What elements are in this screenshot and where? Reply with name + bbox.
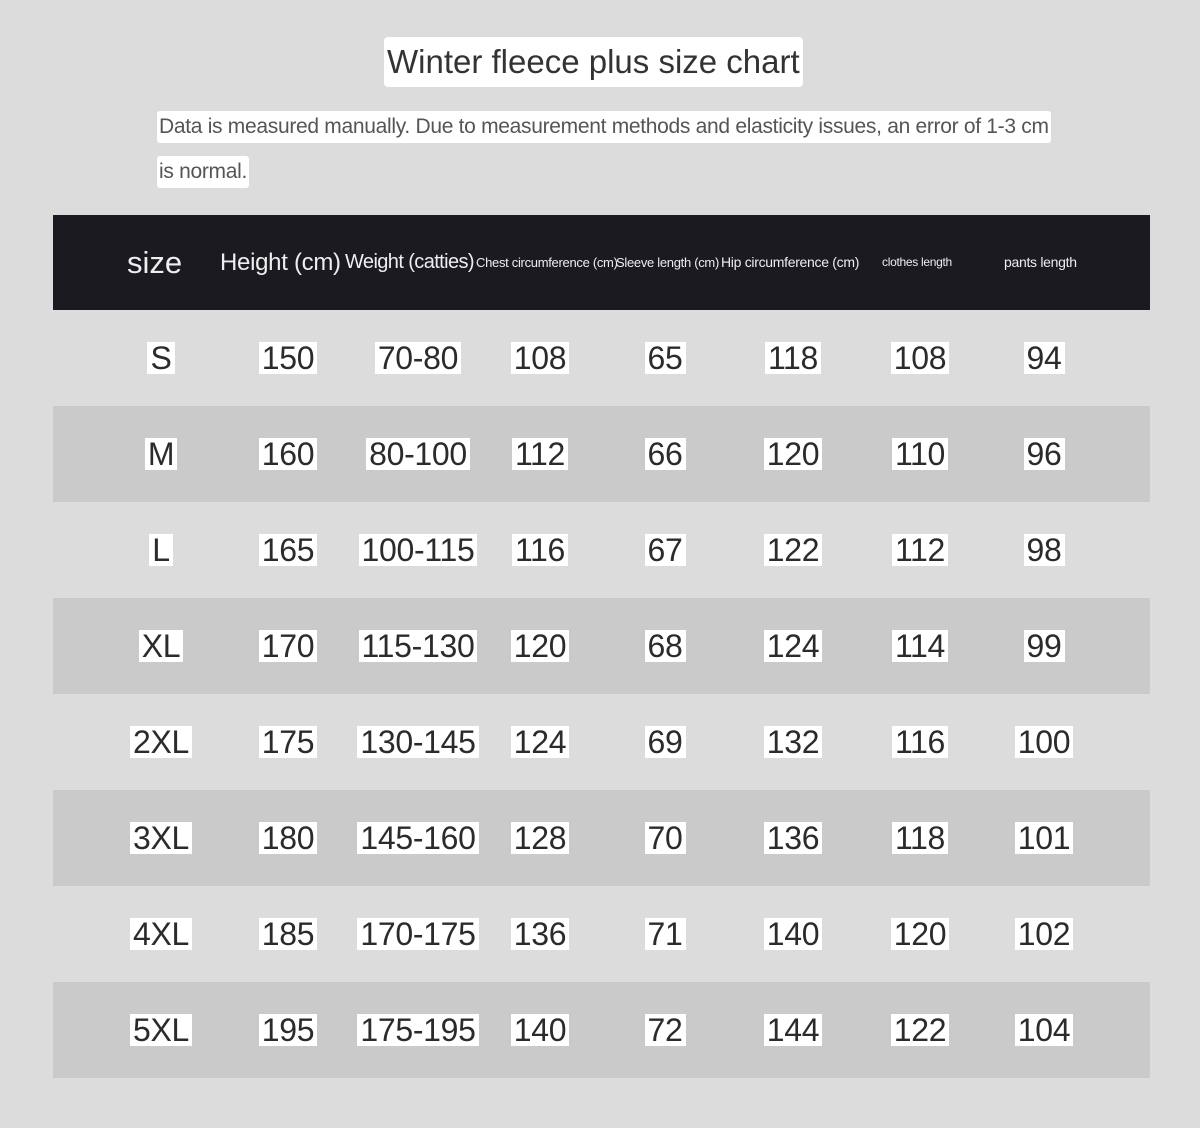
cell-pants-length: 98 <box>979 502 1109 598</box>
cell-clothes-length: 112 <box>855 502 985 598</box>
cell-size: 2XL <box>96 694 226 790</box>
header-chest: Chest circumference (cm) <box>476 255 618 270</box>
cell-pants-length: 101 <box>979 790 1109 886</box>
table-row <box>53 694 1150 790</box>
cell-sleeve: 69 <box>600 694 730 790</box>
cell-height: 170 <box>223 598 353 694</box>
cell-chest: 136 <box>475 886 605 982</box>
cell-sleeve: 68 <box>600 598 730 694</box>
cell-chest: 120 <box>475 598 605 694</box>
cell-hip: 122 <box>728 502 858 598</box>
cell-sleeve: 71 <box>600 886 730 982</box>
cell-weight: 175-195 <box>348 982 488 1078</box>
cell-clothes-length: 120 <box>855 886 985 982</box>
cell-hip: 132 <box>728 694 858 790</box>
table-row <box>53 598 1150 694</box>
cell-sleeve: 72 <box>600 982 730 1078</box>
cell-size: XL <box>96 598 226 694</box>
measurement-note-line-1: Data is measured manually. Due to measurement methods and elasticity issues, an error of 1-3 cm <box>157 111 1051 143</box>
header-sleeve: Sleeve length (cm) <box>616 255 719 270</box>
cell-pants-length: 99 <box>979 598 1109 694</box>
cell-size: 5XL <box>96 982 226 1078</box>
cell-size: 4XL <box>96 886 226 982</box>
cell-height: 185 <box>223 886 353 982</box>
cell-height: 175 <box>223 694 353 790</box>
cell-weight: 100-115 <box>348 502 488 598</box>
cell-clothes-length: 114 <box>855 598 985 694</box>
header-pants-length: pants length <box>1004 254 1077 270</box>
cell-sleeve: 70 <box>600 790 730 886</box>
table-row <box>53 790 1150 886</box>
cell-pants-length: 96 <box>979 406 1109 502</box>
cell-chest: 140 <box>475 982 605 1078</box>
cell-size: M <box>96 406 226 502</box>
header-height: Height (cm) <box>220 249 341 276</box>
cell-chest: 116 <box>475 502 605 598</box>
cell-sleeve: 65 <box>600 310 730 406</box>
table-row <box>53 310 1150 406</box>
table-body <box>53 310 1150 1078</box>
cell-sleeve: 66 <box>600 406 730 502</box>
cell-hip: 144 <box>728 982 858 1078</box>
cell-weight: 70-80 <box>348 310 488 406</box>
cell-weight: 130-145 <box>348 694 488 790</box>
cell-sleeve: 67 <box>600 502 730 598</box>
cell-pants-length: 102 <box>979 886 1109 982</box>
cell-chest: 108 <box>475 310 605 406</box>
table-header-row <box>53 215 1150 310</box>
cell-size: L <box>96 502 226 598</box>
table-row <box>53 406 1150 502</box>
cell-chest: 128 <box>475 790 605 886</box>
cell-hip: 120 <box>728 406 858 502</box>
header-clothes-length: clothes length <box>882 255 952 269</box>
header-size: size <box>127 245 183 280</box>
cell-weight: 80-100 <box>348 406 488 502</box>
chart-title: Winter fleece plus size chart <box>384 37 803 87</box>
cell-weight: 115-130 <box>348 598 488 694</box>
header-weight: Weight (catties) <box>345 251 474 273</box>
cell-height: 180 <box>223 790 353 886</box>
cell-weight: 145-160 <box>348 790 488 886</box>
table-row <box>53 502 1150 598</box>
cell-height: 195 <box>223 982 353 1078</box>
table-row <box>53 982 1150 1078</box>
cell-hip: 118 <box>728 310 858 406</box>
cell-clothes-length: 122 <box>855 982 985 1078</box>
measurement-note-line-2: is normal. <box>157 156 249 188</box>
cell-clothes-length: 118 <box>855 790 985 886</box>
cell-hip: 136 <box>728 790 858 886</box>
size-table <box>53 215 1150 1078</box>
cell-size: S <box>96 310 226 406</box>
cell-height: 160 <box>223 406 353 502</box>
cell-clothes-length: 110 <box>855 406 985 502</box>
cell-pants-length: 100 <box>979 694 1109 790</box>
header-hip: Hip circumference (cm) <box>721 254 860 270</box>
cell-clothes-length: 116 <box>855 694 985 790</box>
cell-hip: 140 <box>728 886 858 982</box>
cell-size: 3XL <box>96 790 226 886</box>
cell-height: 165 <box>223 502 353 598</box>
cell-chest: 124 <box>475 694 605 790</box>
cell-weight: 170-175 <box>348 886 488 982</box>
cell-hip: 124 <box>728 598 858 694</box>
cell-chest: 112 <box>475 406 605 502</box>
cell-pants-length: 104 <box>979 982 1109 1078</box>
table-row <box>53 886 1150 982</box>
cell-pants-length: 94 <box>979 310 1109 406</box>
cell-height: 150 <box>223 310 353 406</box>
cell-clothes-length: 108 <box>855 310 985 406</box>
